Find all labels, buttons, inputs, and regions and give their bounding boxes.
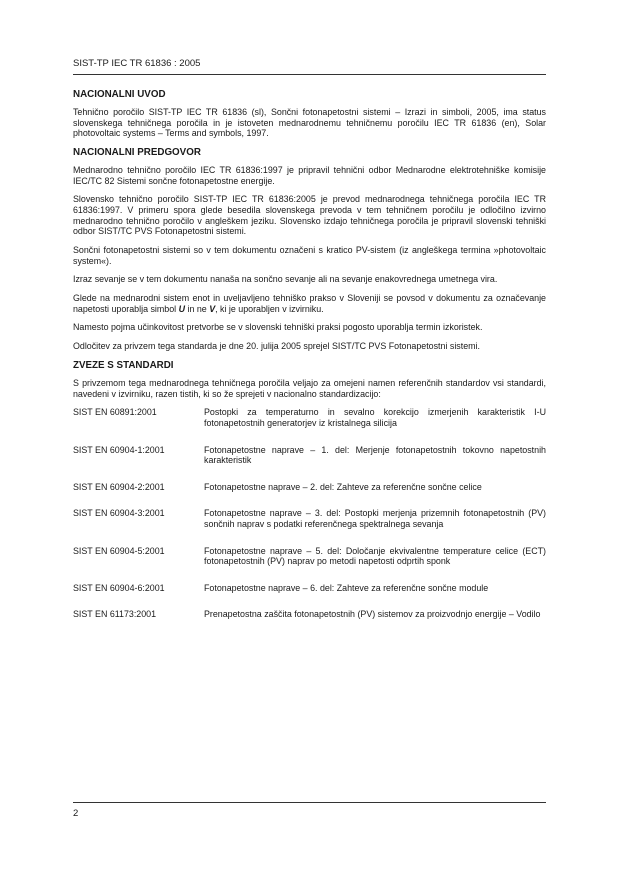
standard-code: SIST EN 60904-6:2001: [73, 582, 165, 593]
standard-row: [73, 583, 546, 594]
paragraph: Tehnično poročilo SIST-TP IEC TR 61836 (sl), Sončni fotonapetostni sistemi – Izrazi in simboli, 2005, ima status slovenskega tehničnega poročila in je istoveten mednarodnemu tehničnemu poročilu IEC TR 61836 (en), Solar photovoltaic systems – Terms and symbols, 1997.: [73, 107, 546, 139]
paragraph: S privzemom tega mednarodnega tehničnega poročila veljajo za omejeni namen referenčnih standardov vsi standardi, navedeni v izvirniku, razen tistih, ki so že sprejeti v nacionalno standardizacijo:: [73, 378, 546, 399]
text-fragment: in ne: [185, 303, 210, 314]
standard-title: Postopki za temperaturno in sevalno korekcijo izmerjenih karakteristik I-U fotonapetostnih generatorjev iz kristalnega silicija: [204, 407, 546, 428]
paragraph: Sončni fotonapetostni sistemi so v tem dokumentu označeni s kratico PV-sistem (iz angleškega termina »photovoltaic system«).: [73, 244, 546, 266]
paragraph: Odločitev za privzem tega standarda je dne 20. julija 2005 sprejel SIST/TC PVS Fotonapetostni sistemi.: [73, 341, 480, 352]
document-body: [73, 89, 546, 636]
standard-title: Fotonapetostne naprave – 3. del: Postopki merjenja prizemnih fotonapetostnih (PV) sončnih naprav s podatki referenčnega spektralnega sevanja: [204, 508, 546, 529]
standard-row: [73, 445, 546, 466]
section-zveze-s-standardi: [73, 360, 546, 620]
standard-code: SIST EN 60904-3:2001: [73, 508, 165, 519]
section-title: ZVEZE S STANDARDI: [73, 360, 174, 371]
standard-row: [73, 407, 546, 428]
symbol-u: U: [178, 303, 185, 314]
standard-title: Fotonapetostne naprave – 1. del: Merjenje fotonapetostnih tokovno napetostnih karakteristik: [204, 444, 546, 466]
standard-code: SIST EN 60904-5:2001: [73, 545, 165, 556]
paragraph: Slovensko tehnično poročilo SIST-TP IEC TR 61836:2005 je prevod mednarodnega tehničnega poročila IEC TR 61836:1997. V primeru spora glede besedila slovenskega prevoda v tem tehničnem poročilu je odločilno izvirno mednarodno tehnično poročilo v angleškem jeziku. Slovensko izdajo tehničnega poročila je pripravil slovenski tehniški odbor SIST/TC PVS Fotonapetostni sistemi.: [73, 194, 546, 237]
section-nacionalni-uvod: [73, 89, 546, 139]
footer-divider: [73, 802, 546, 803]
standard-title: Fotonapetostne naprave – 6. del: Zahteve za referenčne sončne module: [204, 582, 489, 593]
paragraph: [73, 293, 546, 314]
standard-row: [73, 508, 546, 529]
standard-code: SIST EN 60904-2:2001: [73, 481, 165, 492]
symbol-v: V: [209, 303, 216, 314]
page-header: SIST-TP IEC TR 61836 : 2005: [73, 58, 201, 69]
standards-list: [73, 407, 546, 620]
standard-code: SIST EN 60904-1:2001: [73, 444, 165, 455]
standard-code: SIST EN 60891:2001: [73, 407, 157, 418]
header-divider: [73, 74, 546, 75]
section-title: NACIONALNI UVOD: [73, 89, 166, 100]
standard-title: Fotonapetostne naprave – 2. del: Zahteve za referenčne sončne celice: [204, 481, 482, 492]
standard-row: [73, 482, 546, 493]
section-title: NACIONALNI PREDGOVOR: [73, 146, 201, 158]
standard-code: SIST EN 61173:2001: [73, 609, 157, 620]
standard-row: [73, 609, 546, 620]
paragraph: Namesto pojma učinkovitost pretvorbe se v slovenski tehniški praksi pogosto uporablja termin izkoristek.: [73, 322, 483, 333]
standard-title: Fotonapetostne naprave – 5. del: Določanje ekvivalentne temperature celice (ECT) fotonapetostnih (PV) naprav po metodi napetosti odprtih sponk: [204, 545, 546, 567]
standard-row: [73, 546, 546, 567]
standard-title: Prenapetostna zaščita fotonapetostnih (PV) sistemov za proizvodnjo energije – Vodilo: [204, 609, 541, 620]
text-fragment: Glede na mednarodni sistem enot in uveljavljeno tehniško prakso v Sloveniji se povsod v dokumentu za označevanje napetosti uporablja simbol: [73, 293, 546, 314]
page-number: 2: [73, 808, 79, 819]
section-nacionalni-predgovor: [73, 147, 546, 352]
paragraph: Izraz sevanje se v tem dokumentu nanaša na sončno sevanje ali na sevanje enakovrednega umetnega vira.: [73, 274, 498, 285]
paragraph: Mednarodno tehnično poročilo IEC TR 61836:1997 je pripravil tehnični odbor Mednarodne elektrotehniške komisije IEC/TC 82 Sistemi sončne fotonapetostne energije.: [73, 164, 546, 186]
text-fragment: , ki je uporabljen v izvirniku.: [215, 303, 324, 314]
